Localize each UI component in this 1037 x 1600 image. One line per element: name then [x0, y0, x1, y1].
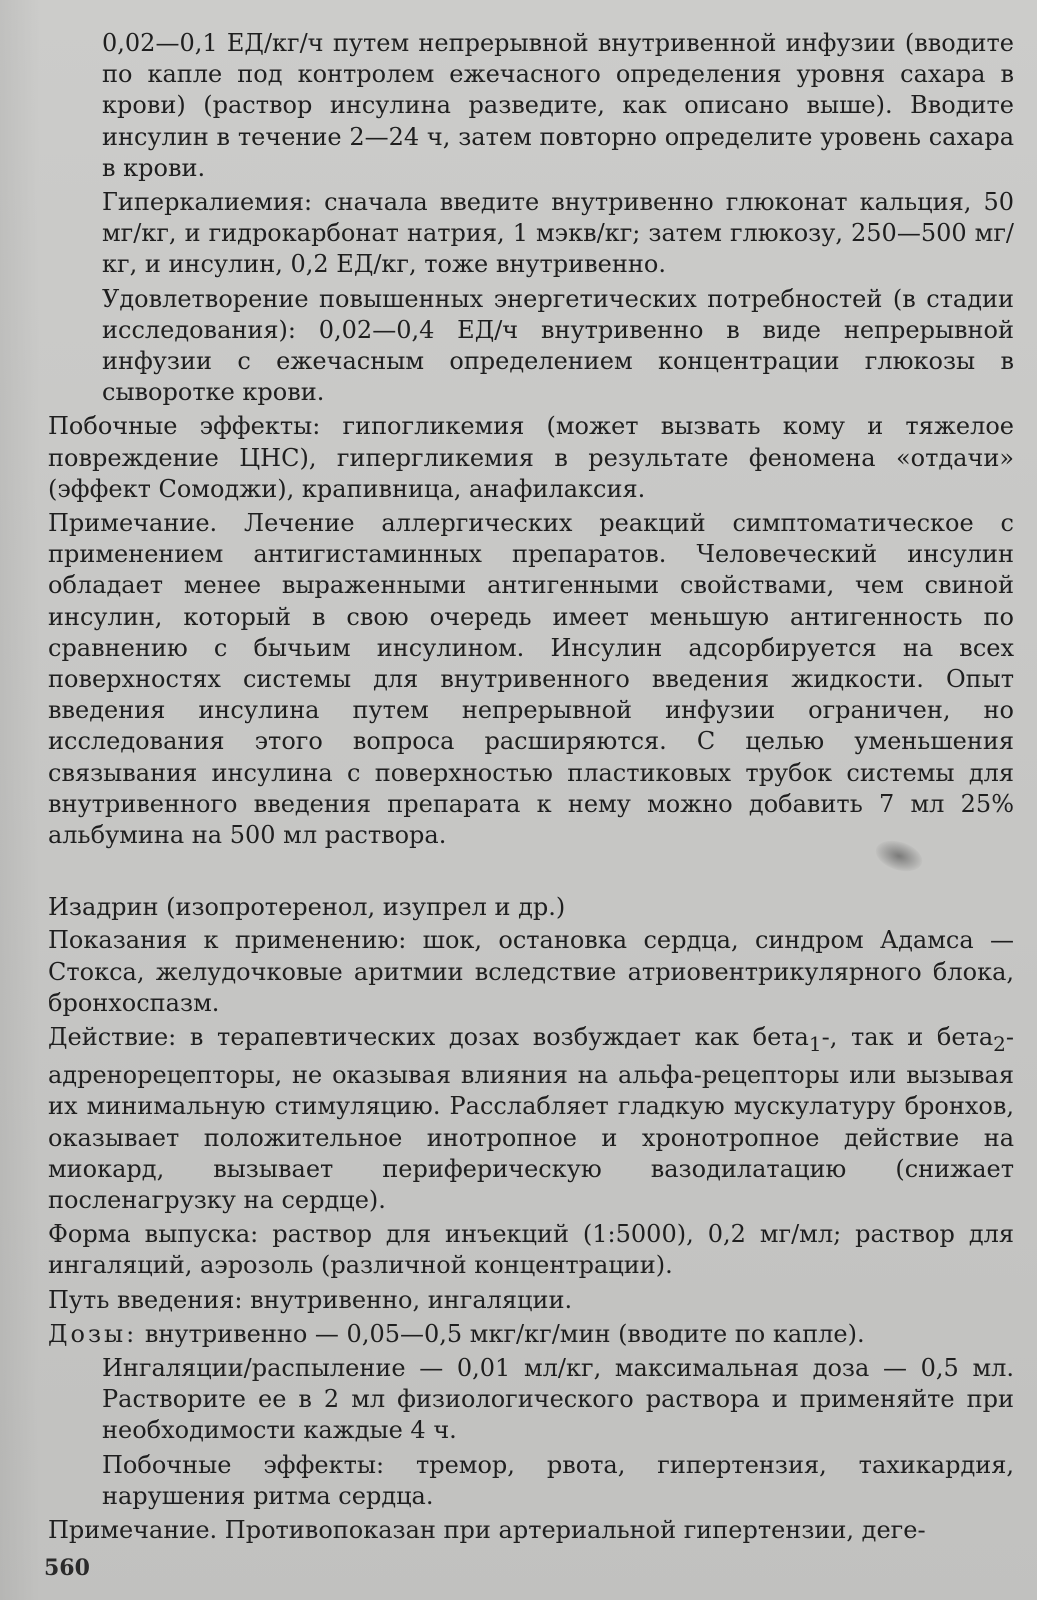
paragraph-route: Путь введения: внутривенно, ингаляции. — [48, 1285, 573, 1314]
paragraph-inhalation: Ингаляции/распыление — 0,01 мл/кг, максимальная доза — 0,5 мл. Растворите ее в 2 мл физиологического раствора и применяйте при необходимости каждые 4 ч. — [102, 1353, 1014, 1445]
doses-label: Дозы: — [48, 1319, 138, 1348]
action-text-1: Действие: в терапевтических дозах возбуждает как бета — [48, 1023, 809, 1052]
paragraph-hyperkalemia: Гиперкалиемия: сначала введите внутривенно глюконат кальция, 50 мг/кг, и гидрокарбонат натрия, 1 мэкв/кг; затем глюкозу, 250—500 мг/кг, и инсулин, 0,2 ЕД/кг, тоже внутривенно. — [102, 188, 1014, 279]
paragraph-note-2: Примечание. Противопоказан при артериальной гипертензии, деге- — [48, 1515, 926, 1544]
paragraph-energy-needs: Удовлетворение повышенных энергетических потребностей (в стадии исследования): 0,02—0,4 ЕД/ч внутривенно в виде непрерывной инфузии с ежечасным определением концентрации глюкозы в сыворотке крови. — [102, 284, 1014, 407]
drug-heading: Изадрин (изопротеренол, изупрел и др.) — [48, 893, 566, 922]
paragraph-release-form: Форма выпуска: раствор для инъекций (1:5000), 0,2 мг/мл; раствор для ингаляций, аэрозоль (различной концентрации). — [48, 1220, 1014, 1280]
subscript-1: 1 — [808, 1031, 822, 1056]
paragraph-indications: Показания к применению: шок, остановка сердца, синдром Адамса — Стокса, желудочковые аритмии вследствие атриовентрикулярного блока, бронхоспазм. — [48, 926, 1014, 1017]
subscript-2: 2 — [993, 1031, 1006, 1056]
paragraph-infusion-dose: 0,02—0,1 ЕД/кг/ч путем непрерывной внутривенной инфузии (вводите по капле под контролем ежечасного определения уровня сахара в крови) (раствор инсулина разведите, как описано выше). Вводите инсулин в течение 2—24 ч, затем повторно определите уровень сахара в крови. — [102, 29, 1014, 182]
paragraph-note: Примечание. Лечение аллергических реакций симптоматическое с применением антигистаминных препаратов. Человеческий инсулин обладает менее выраженными антигенными свойствами, чем свиной инсулин, который в свою очередь имеет меньшую антигенность по сравнению с бычьим инсулином. Инсулин адсорбируется на всех поверхностях системы для внутривенного введения жидкости. Опыт введения инсулина путем непрерывной инфузии ограничен, но исследования этого вопроса расширяются. С целью уменьшения связывания инсулина с поверхностью пластиковых трубок системы для внутривенного введения препарата к нему можно добавить 7 мл 25% альбумина на 500 мл раствора. — [48, 509, 1014, 850]
paragraph-side-effects-2: Побочные эффекты: тремор, рвота, гипертензия, тахикардия, нарушения ритма сердца. — [102, 1450, 1014, 1510]
body-text — [48, 28, 1014, 1549]
doses-text: внутривенно — 0,05—0,5 мкг/кг/мин (вводите по капле). — [137, 1319, 865, 1348]
action-text-3: -адренорецепторы, не оказывая влияния на альфа-рецепторы или вызывая их минимальную стимуляцию. Расслабляет гладкую мускулатуру бронхов, оказывает положительное инотропное и хронотропное действие на миокард, вызывает периферическую вазодилатацию (снижает посленагрузку на сердце). — [48, 1023, 1014, 1214]
action-text-2: -, так и бета — [821, 1023, 994, 1052]
paragraph-side-effects: Побочные эффекты: гипогликемия (может вызвать кому и тяжелое повреждение ЦНС), гипергликемия в результате феномена «отдачи» (эффект Сомоджи), крапивница, анафилаксия. — [48, 412, 1014, 503]
paragraph-doses — [48, 1319, 1014, 1350]
paragraph-action — [48, 1022, 1014, 1216]
page-number: 560 — [44, 1555, 90, 1581]
